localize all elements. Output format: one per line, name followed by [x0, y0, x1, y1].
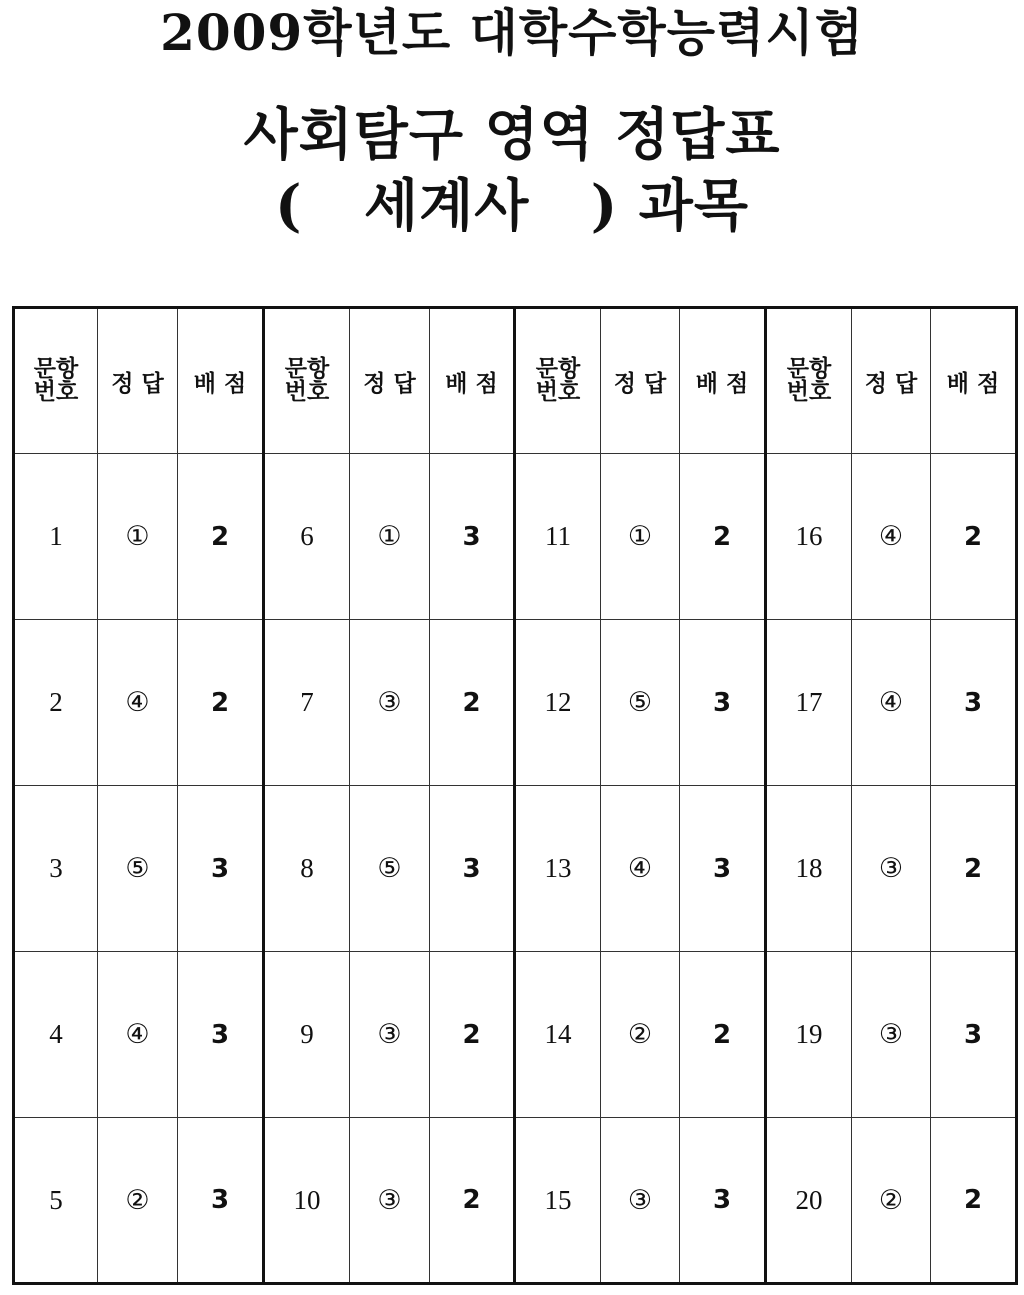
- header-question-number: [264, 308, 350, 454]
- table-row: [14, 952, 1017, 1118]
- answer-cell: ③: [350, 952, 430, 1118]
- question-number: 3: [14, 786, 98, 952]
- header-number-bottom: 번호: [33, 379, 79, 405]
- answer-cell: ⑤: [601, 620, 680, 786]
- points-cell: 2: [178, 620, 264, 786]
- question-number: 2: [14, 620, 98, 786]
- question-number: 11: [515, 454, 601, 620]
- table-row: [14, 620, 1017, 786]
- header-points: 배 점: [931, 308, 1017, 454]
- subject-title: ( 세계사 ) 과목: [275, 173, 749, 239]
- question-number: 13: [515, 786, 601, 952]
- answer-cell: ③: [350, 620, 430, 786]
- header-answer: 정 답: [350, 308, 430, 454]
- exam-title: 2009학년도 대학수학능력시험: [160, 3, 864, 62]
- question-number: 17: [766, 620, 852, 786]
- answer-key-table: [12, 306, 1018, 1285]
- points-cell: 2: [931, 1118, 1017, 1284]
- answer-cell: ①: [98, 454, 178, 620]
- points-cell: 3: [680, 1118, 766, 1284]
- header-answer: 정 답: [852, 308, 931, 454]
- question-number: 18: [766, 786, 852, 952]
- points-cell: 2: [430, 620, 515, 786]
- question-number: 1: [14, 454, 98, 620]
- question-number: 10: [264, 1118, 350, 1284]
- answer-cell: ③: [350, 1118, 430, 1284]
- header-question-number: [515, 308, 601, 454]
- answer-cell: ②: [601, 952, 680, 1118]
- question-number: 14: [515, 952, 601, 1118]
- answer-cell: ③: [852, 952, 931, 1118]
- table-row: [14, 454, 1017, 620]
- answer-cell: ④: [98, 952, 178, 1118]
- answer-cell: ⑤: [350, 786, 430, 952]
- answer-cell: ③: [601, 1118, 680, 1284]
- header-points: 배 점: [178, 308, 264, 454]
- points-cell: 2: [430, 952, 515, 1118]
- header-question-number: [14, 308, 98, 454]
- points-cell: 2: [430, 1118, 515, 1284]
- question-number: 20: [766, 1118, 852, 1284]
- points-cell: 3: [430, 454, 515, 620]
- answer-cell: ①: [601, 454, 680, 620]
- question-number: 7: [264, 620, 350, 786]
- question-number: 9: [264, 952, 350, 1118]
- header-number-top: 문항: [33, 356, 79, 382]
- question-number: 4: [14, 952, 98, 1118]
- points-cell: 2: [931, 786, 1017, 952]
- points-cell: 3: [931, 952, 1017, 1118]
- answer-cell: ⑤: [98, 786, 178, 952]
- answer-cell: ④: [852, 620, 931, 786]
- answer-cell: ①: [350, 454, 430, 620]
- question-number: 6: [264, 454, 350, 620]
- question-number: 5: [14, 1118, 98, 1284]
- points-cell: 2: [680, 952, 766, 1118]
- question-number: 8: [264, 786, 350, 952]
- header-points: 배 점: [430, 308, 515, 454]
- header-question-number: [766, 308, 852, 454]
- question-number: 12: [515, 620, 601, 786]
- points-cell: 3: [680, 620, 766, 786]
- points-cell: 3: [178, 952, 264, 1118]
- points-cell: 3: [931, 620, 1017, 786]
- points-cell: 3: [178, 1118, 264, 1284]
- question-number: 15: [515, 1118, 601, 1284]
- points-cell: 3: [178, 786, 264, 952]
- question-number: 19: [766, 952, 852, 1118]
- header-number-top: 문항: [284, 356, 330, 382]
- header-answer: 정 답: [98, 308, 178, 454]
- answer-cell: ③: [852, 786, 931, 952]
- header-answer: 정 답: [601, 308, 680, 454]
- header-number-top: 문항: [535, 356, 581, 382]
- answer-cell: ④: [98, 620, 178, 786]
- header-number-bottom: 번호: [535, 379, 581, 405]
- answer-cell: ②: [98, 1118, 178, 1284]
- points-cell: 3: [430, 786, 515, 952]
- points-cell: 2: [680, 454, 766, 620]
- table-row: [14, 786, 1017, 952]
- sheet-title: 사회탐구 영역 정답표: [243, 102, 781, 168]
- header-row: [14, 308, 1017, 454]
- header-number-bottom: 번호: [284, 379, 330, 405]
- question-number: 16: [766, 454, 852, 620]
- answer-cell: ④: [601, 786, 680, 952]
- table-row: [14, 1118, 1017, 1284]
- points-cell: 2: [931, 454, 1017, 620]
- header-number-top: 문항: [786, 356, 832, 382]
- header-points: 배 점: [680, 308, 766, 454]
- header-number-bottom: 번호: [786, 379, 832, 405]
- points-cell: 2: [178, 454, 264, 620]
- points-cell: 3: [680, 786, 766, 952]
- answer-cell: ④: [852, 454, 931, 620]
- answer-cell: ②: [852, 1118, 931, 1284]
